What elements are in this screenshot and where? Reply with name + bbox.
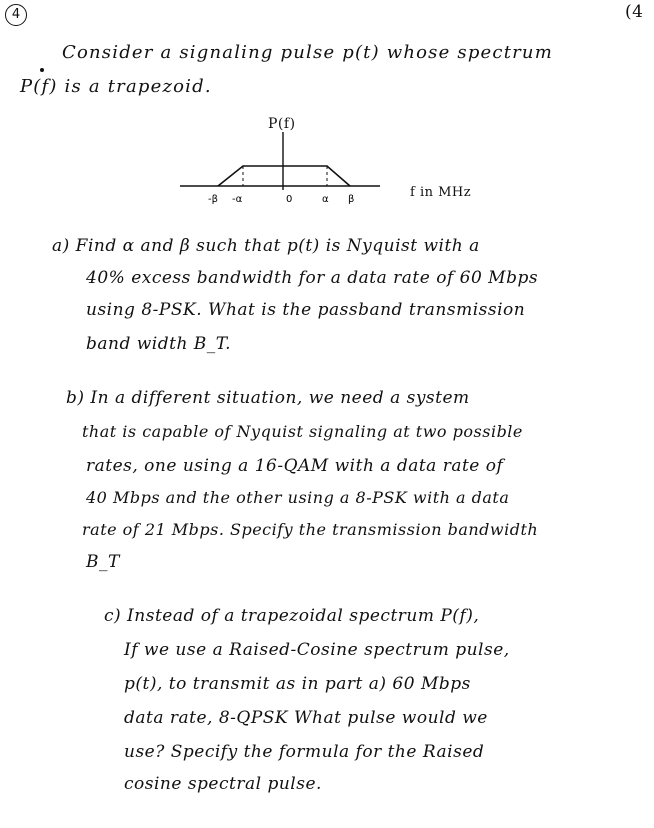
part-b-line-6: B_T bbox=[86, 552, 120, 572]
part-c-line-5: use? Specify the formula for the Raised bbox=[124, 742, 485, 762]
tick-zero: 0 bbox=[286, 194, 293, 205]
trapezoid-spectrum-figure bbox=[180, 130, 480, 220]
part-b-line-1: b) In a different situation, we need a system bbox=[66, 388, 470, 408]
part-b-line-4: 40 Mbps and the other using a 8-PSK with a data bbox=[86, 488, 510, 507]
tick-beta: β bbox=[348, 194, 355, 205]
part-c-line-1: c) Instead of a trapezoidal spectrum P(f), bbox=[104, 606, 480, 626]
tick-neg-alpha: -α bbox=[232, 194, 243, 205]
bullet-dot bbox=[40, 68, 44, 72]
figure-xlabel: f in MHz bbox=[410, 185, 472, 200]
part-c-line-4: data rate, 8-QPSK What pulse would we bbox=[124, 708, 488, 728]
intro-line-2: P(f) is a trapezoid. bbox=[20, 76, 212, 97]
part-a-line-2: 40% excess bandwidth for a data rate of 60 Mbps bbox=[86, 268, 539, 288]
part-b-line-5: rate of 21 Mbps. Specify the transmission bandwidth bbox=[82, 520, 539, 539]
part-c-line-3: p(t), to transmit as in part a) 60 Mbps bbox=[124, 674, 471, 694]
intro-line-1: Consider a signaling pulse p(t) whose spectrum bbox=[62, 42, 553, 63]
tick-neg-beta: -β bbox=[208, 194, 218, 205]
part-c-line-6: cosine spectral pulse. bbox=[124, 774, 322, 794]
part-b-line-2: that is capable of Nyquist signaling at two possible bbox=[82, 422, 523, 441]
part-c-line-2: If we use a Raised-Cosine spectrum pulse, bbox=[124, 640, 510, 660]
page-number-corner: (4 bbox=[625, 2, 644, 22]
page-number-badge: 4 bbox=[5, 4, 27, 26]
part-a-line-1: a) Find α and β such that p(t) is Nyquist with a bbox=[52, 236, 480, 256]
part-a-line-4: band width B_T. bbox=[86, 334, 232, 354]
tick-alpha: α bbox=[322, 194, 329, 205]
figure-ylabel: P(f) bbox=[268, 116, 296, 132]
part-b-line-3: rates, one using a 16-QAM with a data rate of bbox=[86, 456, 504, 476]
part-a-line-3: using 8-PSK. What is the passband transmission bbox=[86, 300, 526, 320]
